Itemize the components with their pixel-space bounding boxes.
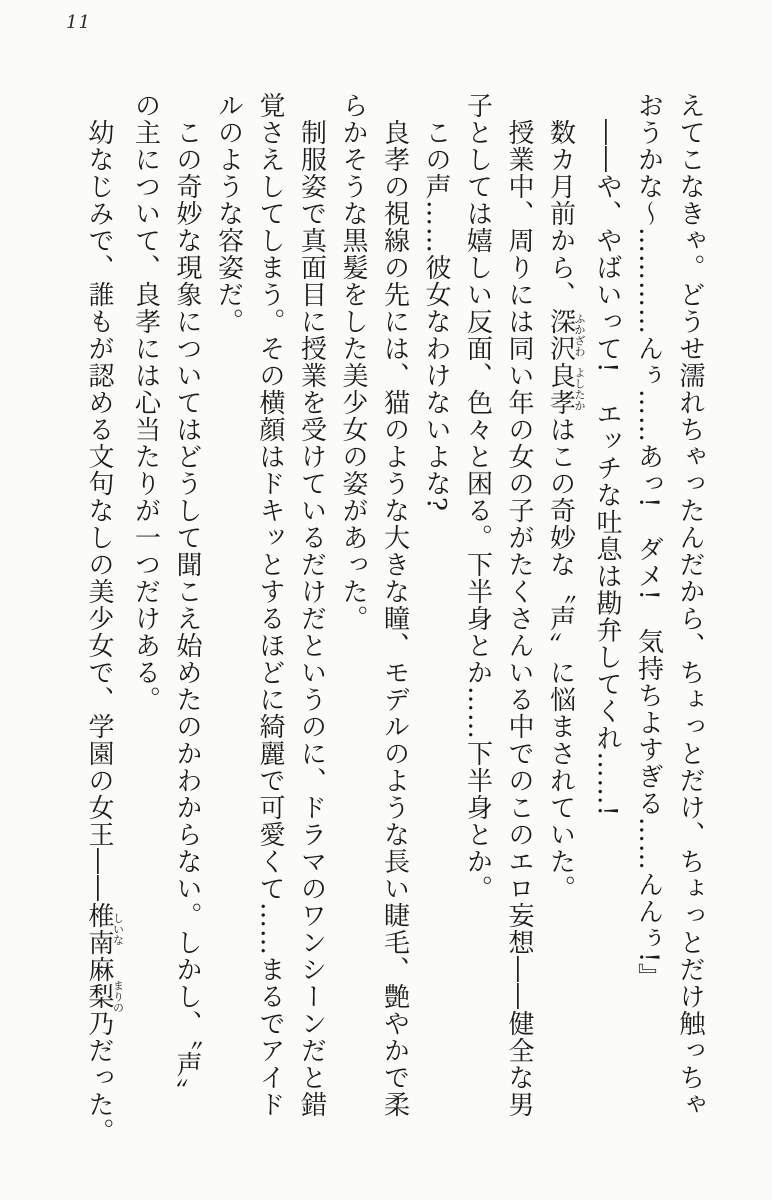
text-segment: この声……彼女なわけないよな? — [421, 119, 451, 512]
text-segment: ルのような容姿だ。 — [213, 92, 244, 335]
text-segment: の主について、良孝には心当たりが一つだけある。 — [130, 92, 161, 713]
ruby-annotated-text: 麻梨乃まりの — [84, 956, 125, 1037]
text-segment: はこの奇妙な〝声〟に悩まされていた。 — [545, 416, 576, 902]
text-segment: おうかな〜…………んぅ……あっ! ダメ! 気持ちよすぎる……んんぅ!』 — [633, 92, 664, 991]
text-line — [498, 92, 540, 1154]
ruby-annotated-text: 椎南しいな — [84, 902, 125, 956]
text-segment: 数カ月前から、 — [545, 119, 576, 308]
text-line — [207, 92, 249, 1154]
text-block — [78, 92, 711, 1154]
ruby-annotated-text: 良孝よしたか — [545, 362, 586, 416]
text-segment: 覚さえしてしまう。その横顔はドキッとするほどに綺麗で可愛くて……まるでアイド — [255, 92, 285, 1118]
text-line — [124, 92, 166, 1154]
text-line — [166, 92, 208, 1154]
text-line — [290, 92, 332, 1154]
text-line — [669, 92, 711, 1154]
text-line — [373, 92, 415, 1154]
text-line — [78, 92, 125, 1154]
furigana: しいな — [111, 902, 125, 956]
text-segment: ――や、やばいって! エッチな吐息は勘弁してくれ……! — [592, 119, 622, 817]
text-line — [249, 92, 291, 1154]
page-number: 11 — [66, 12, 91, 33]
furigana: よしたか — [573, 362, 586, 416]
text-line — [456, 92, 498, 1154]
text-segment: らかそうな黒髪をした美少女の姿があった。 — [338, 92, 368, 632]
text-line — [586, 92, 628, 1154]
text-segment: 幼なじみで、誰もが認める文句なしの美少女で、学園の女王―― — [84, 119, 114, 902]
text-segment: だった。 — [84, 1037, 114, 1145]
text-segment: この奇妙な現象についてはどうして聞こえ始めたのかわからない。しかし、〝声〟 — [172, 119, 202, 1105]
text-segment: 制服姿で真面目に授業を受けているだけだというのに、ドラマのワンシーンだと錯 — [296, 119, 327, 1118]
text-segment: 授業中、周りには同い年の女の子がたくさんいる中でのこのエロ妄想――健全な男 — [504, 119, 534, 1118]
furigana: まりの — [111, 956, 125, 1037]
text-line — [332, 92, 374, 1154]
text-line — [627, 92, 669, 1154]
text-segment: 子としては嬉しい反面、色々と困る。下半身とか……下半身とか。 — [462, 92, 493, 902]
text-segment: えてこなきゃ。どうせ濡れちゃったんだから、ちょっとだけ、ちょっとだけ触っちゃ — [675, 92, 705, 1118]
text-line — [539, 92, 586, 1154]
text-line — [415, 92, 457, 1154]
text-segment: 良孝の視線の先には、猫のような大きな瞳、モデルのような長い睫毛、艶やかで柔 — [379, 119, 410, 1118]
ruby-annotated-text: 深沢ふかざわ — [545, 308, 586, 362]
furigana: ふかざわ — [573, 308, 586, 362]
